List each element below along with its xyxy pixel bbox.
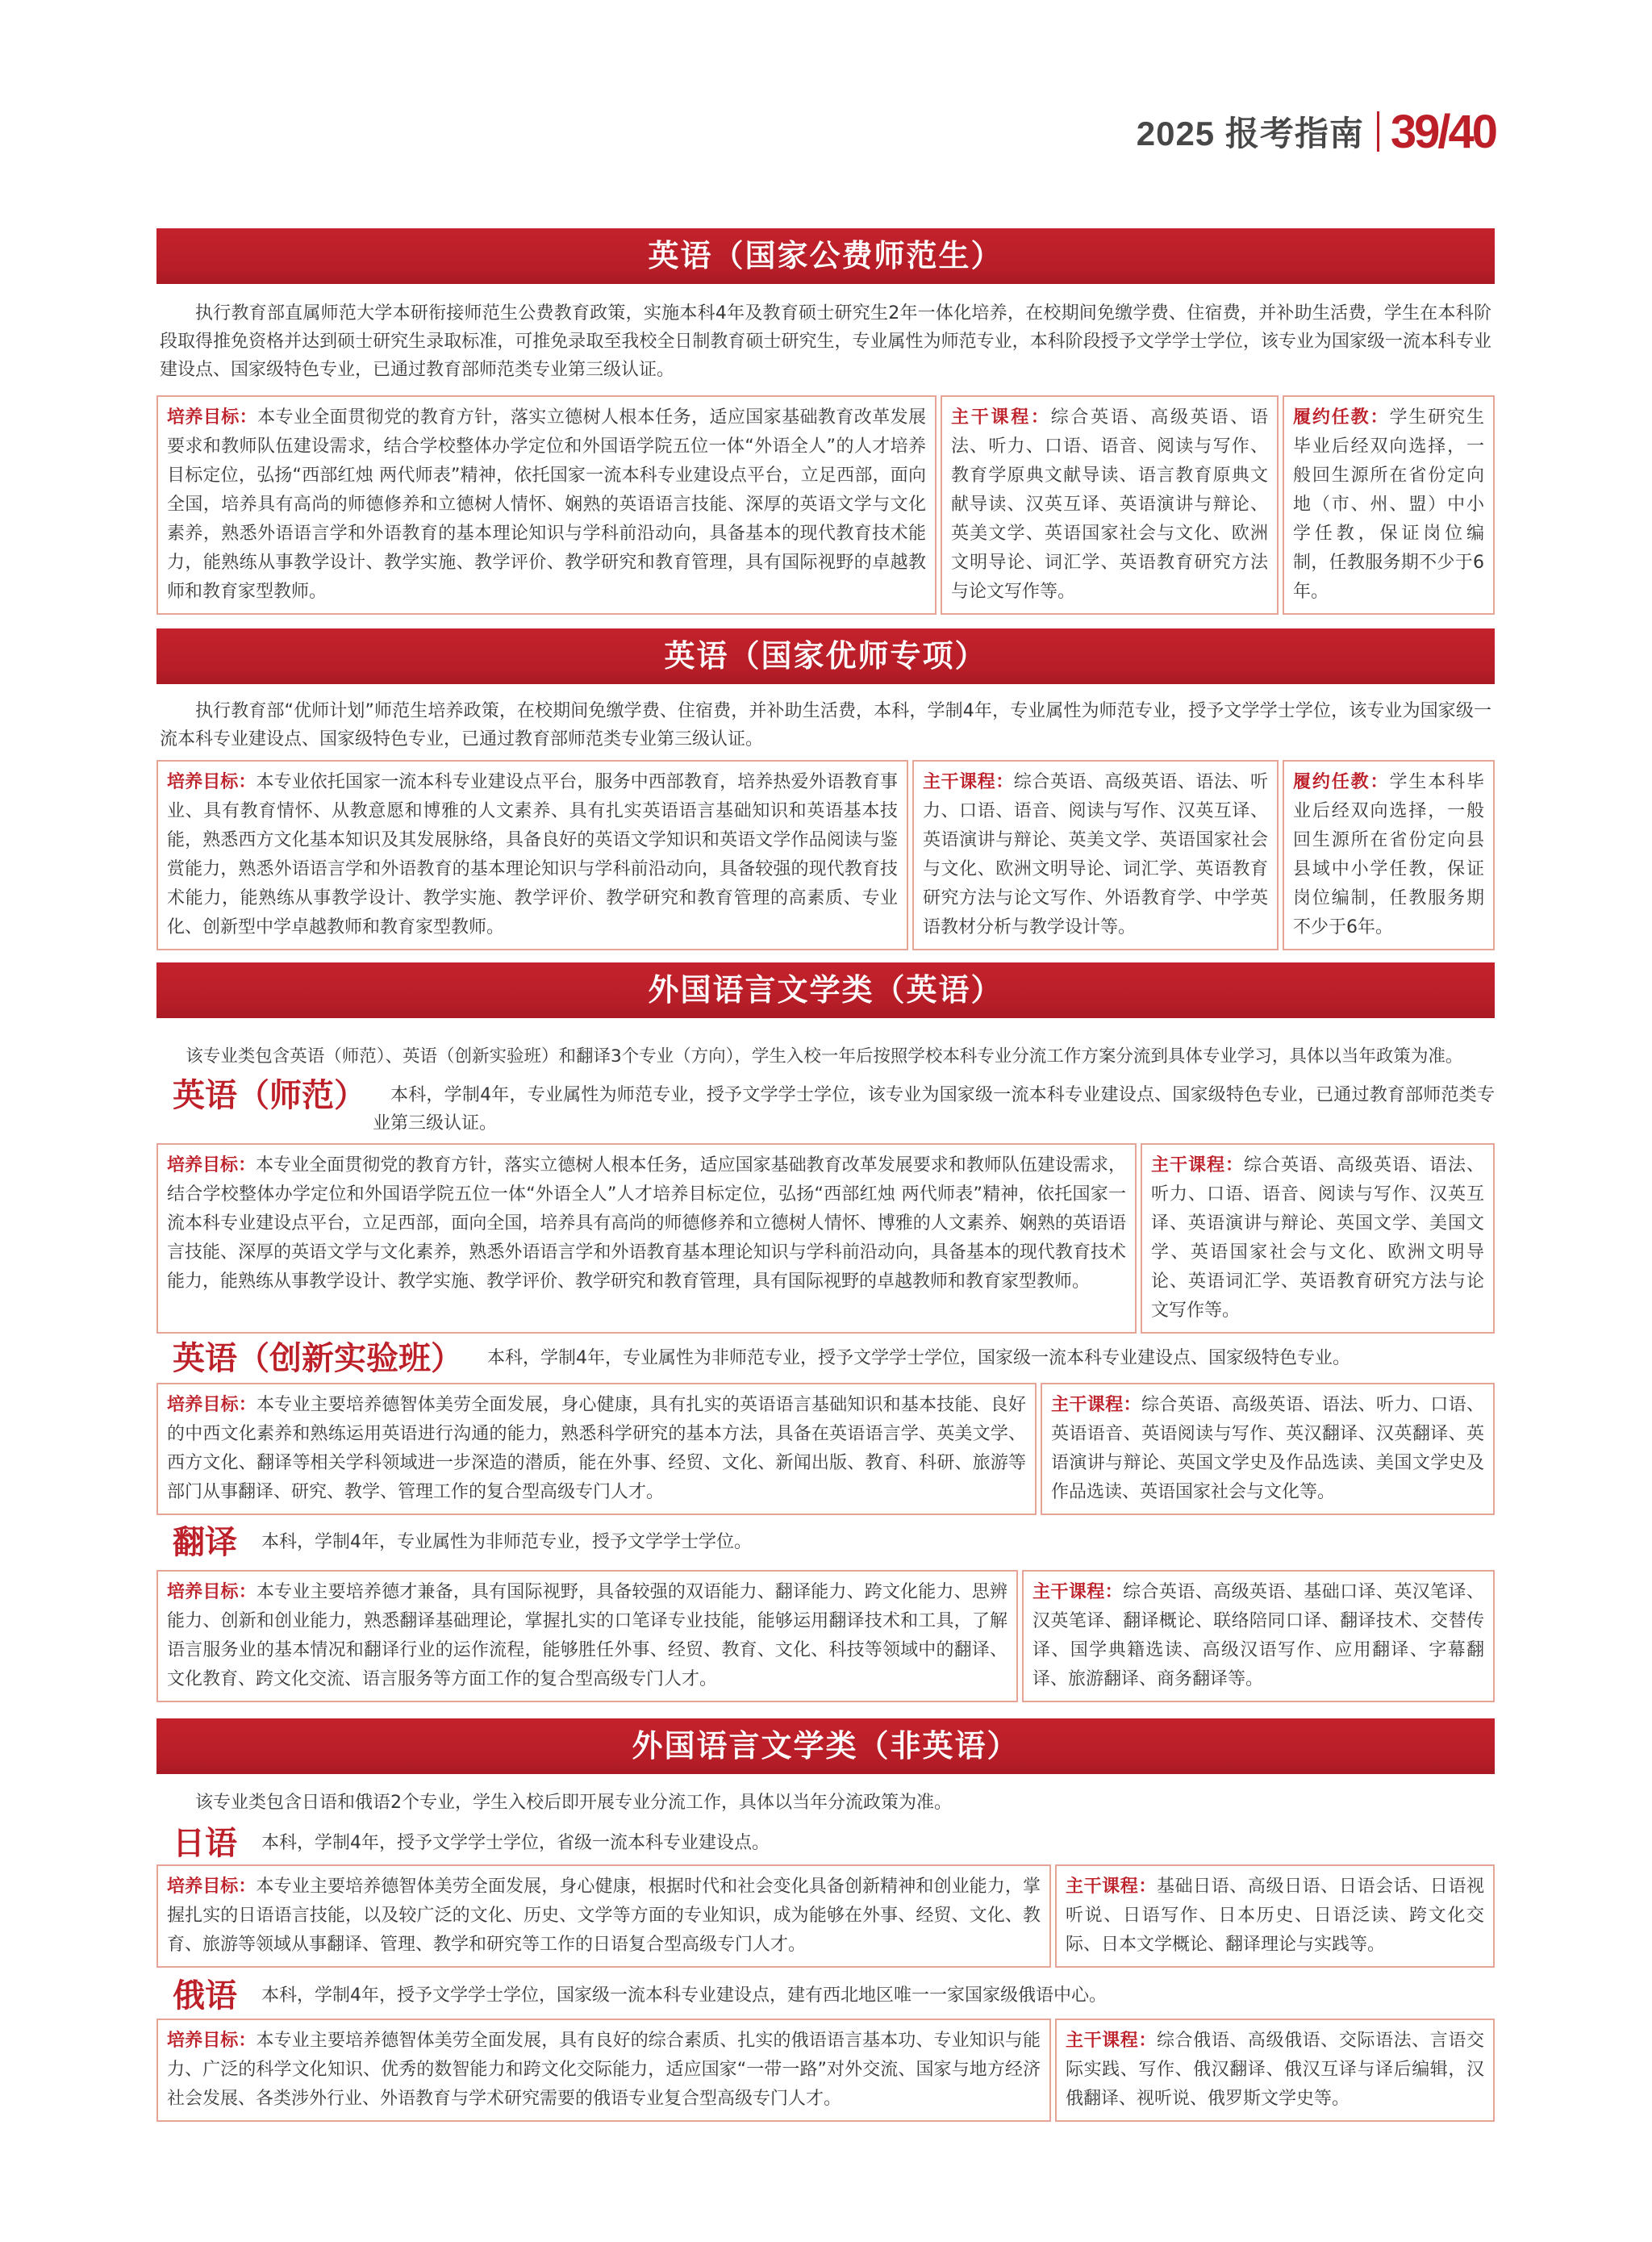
core-courses-label: 主干课程： bbox=[1151, 1155, 1244, 1175]
core-courses-label: 主干课程： bbox=[951, 407, 1051, 428]
core-courses-label: 主干课程： bbox=[1066, 1877, 1157, 1897]
header-divider bbox=[1377, 111, 1379, 152]
major-name: 翻译 bbox=[173, 1524, 237, 1561]
program-detail-row bbox=[156, 760, 1495, 950]
major-heading-russian bbox=[156, 1976, 1495, 2016]
page-number: 39/40 bbox=[1390, 105, 1496, 158]
major-description: 本科，学制4年，专业属性为师范专业，授予文学学士学位，该专业为国家级一流本科专业建设点、国家级特色专业，已通过教育部师范类专业第三级认证。 bbox=[373, 1085, 1495, 1134]
major-name: 俄语 bbox=[173, 1977, 237, 2014]
major-description: 本科，学制4年，专业属性为非师范专业，授予文学学士学位，国家级一流本科专业建设点、国家级特色专业。 bbox=[487, 1348, 1351, 1368]
training-goal-text: 本专业主要培养德智体美劳全面发展，身心健康，具有扎实的英语语言基础知识和基本技能、良好的中西文化素养和熟练运用英语进行沟通的能力，熟悉科学研究的基本方法，具备在英语语言学、英美文学、西方文化、翻译等相关学科领域进一步深造的潜质，能在外事、经贸、文化、新闻出版、教育、科研、旅游等部门从事翻译、研究、教学、管理工作的复合型高级专门人才。 bbox=[167, 1395, 1026, 1502]
major-description: 本科，学制4年，授予文学学士学位，省级一流本科专业建设点。 bbox=[261, 1833, 770, 1853]
section-title-english-excellent-teacher: 英语（国家优师专项） bbox=[156, 628, 1495, 684]
major-heading-japanese bbox=[156, 1823, 1495, 1864]
major-heading-english-teacher bbox=[156, 1075, 1495, 1138]
training-goal-text: 本专业主要培养德智体美劳全面发展，具有良好的综合素质、扎实的俄语语言基本功、专业知识与能力、广泛的科学文化知识、优秀的数智能力和跨文化交际能力，适应国家“一带一路”对外交流、国家与地方经济社会发展、各类涉外行业、外语教育与学术研究需要的俄语专业复合型高级专门人才。 bbox=[167, 2031, 1041, 2109]
section-intro: 该专业类包含日语和俄语2个专业，学生入校后即开展专业分流工作，具体以当年分流政策为准。 bbox=[195, 1793, 953, 1813]
training-goal-label: 培养目标： bbox=[167, 1155, 257, 1175]
core-courses-label: 主干课程： bbox=[1066, 2031, 1157, 2051]
training-goal-label: 培养目标： bbox=[167, 407, 258, 428]
training-goal-box bbox=[156, 2019, 1051, 2122]
program-detail-row bbox=[156, 1383, 1495, 1515]
training-goal-label: 培养目标： bbox=[167, 1582, 257, 1602]
core-courses-text: 综合英语、高级英语、语法、听力、口语、语音、阅读与写作、汉英互译、英语演讲与辩论、英美文学、英语国家社会与文化、欧洲文明导论、词汇学、英语教育研究方法与论文写作、外语教育学、中学英语教材分析与教学设计等。 bbox=[923, 772, 1268, 937]
major-description: 本科，学制4年，授予文学学士学位，国家级一流本科专业建设点，建有西北地区唯一一家国家级俄语中心。 bbox=[261, 1985, 1108, 2006]
training-goal-box bbox=[156, 1383, 1037, 1515]
core-courses-text: 基础日语、高级日语、日语会话、日语视听说、日语写作、日本历史、日语泛读、跨文化交际、日本文学概论、翻译理论与实践等。 bbox=[1066, 1877, 1484, 1955]
training-goal-text: 本专业依托国家一流本科专业建设点平台，服务中西部教育，培养热爱外语教育事业、具有教育情怀、从教意愿和博雅的人文素养、具有扎实英语语言基础知识和英语基本技能，熟悉西方文化基本知识及其发展脉络，具备良好的英语文学知识和英语文学作品阅读与鉴赏能力，熟悉外语语言学和外语教育的基本理论知识与学科前沿动向，具备较强的现代教育技术能力，能熟练从事教学设计、教学实施、教学评价、教学研究和教育管理的高素质、专业化、创新型中学卓越教师和教育家型教师。 bbox=[167, 772, 898, 937]
training-goal-text: 本专业全面贯彻党的教育方针，落实立德树人根本任务，适应国家基础教育改革发展要求和教师队伍建设需求，结合学校整体办学定位和外国语学院五位一体“外语全人”人才培养目标定位，弘扬“西部红烛 两代师表”精神，依托国家一流本科专业建设点平台，立足西部，面向全国，培养具有高尚的师德修养和立德树人情怀、博雅的人文素养、娴熟的英语语言技能、深厚的英语文学与文化素养，熟悉外语语言学和外语教育基本理论知识与学科前沿动向，具备基本的现代教育技术能力，能熟练从事教学设计、教学实施、教学评价、教学研究和教育管理，具有国际视野的卓越教师和教育家型教师。 bbox=[167, 1155, 1126, 1292]
core-courses-box bbox=[941, 395, 1279, 615]
core-courses-text: 综合英语、高级英语、基础口译、英汉笔译、汉英笔译、翻译概论、联络陪同口译、翻译技术、交替传译、国学典籍选读、高级汉语写作、应用翻译、字幕翻译、旅游翻译、商务翻译等。 bbox=[1032, 1582, 1484, 1689]
training-goal-label: 培养目标： bbox=[167, 2031, 257, 2051]
major-heading-translation bbox=[156, 1522, 1495, 1563]
page-header bbox=[1137, 106, 1496, 157]
program-detail-row bbox=[156, 1864, 1495, 1968]
training-goal-box bbox=[156, 1864, 1051, 1968]
training-goal-box bbox=[156, 760, 908, 950]
section-title-foreign-lit-english: 外国语言文学类（英语） bbox=[156, 962, 1495, 1018]
program-detail-row bbox=[156, 395, 1495, 615]
training-goal-text: 本专业全面贯彻党的教育方针，落实立德树人根本任务，适应国家基础教育改革发展要求和教师队伍建设需求，结合学校整体办学定位和外国语学院五位一体“外语全人”的人才培养目标定位，弘扬“西部红烛 两代师表”精神，依托国家一流本科专业建设点平台，立足西部，面向全国，培养具有高尚的师德修养和立德树人情怀、娴熟的英语语言技能、深厚的英语文学与文化素养，熟悉外语语言学和外语教育的基本理论知识与学科前沿动向，具备基本的现代教育技术能力，能熟练从事教学设计、教学实施、教学评价、教学研究和教育管理，具有国际视野的卓越教师和教育家型教师。 bbox=[167, 407, 926, 602]
core-courses-box bbox=[1022, 1570, 1495, 1702]
service-obligation-text: 学生本科毕业后经双向选择，一般回生源所在省份定向县县域中小学任教，保证岗位编制，任教服务期不少于6年。 bbox=[1293, 772, 1484, 937]
major-description: 本科，学制4年，专业属性为非师范专业，授予文学学士学位。 bbox=[261, 1532, 752, 1552]
core-courses-label: 主干课程： bbox=[1051, 1395, 1141, 1415]
core-courses-box bbox=[1055, 1864, 1495, 1968]
section-title-english-public-funded: 英语（国家公费师范生） bbox=[156, 228, 1495, 284]
core-courses-box bbox=[1041, 1383, 1495, 1515]
section-title-foreign-lit-non-english: 外国语言文学类（非英语） bbox=[156, 1718, 1495, 1774]
major-heading-english-innovation bbox=[156, 1338, 1495, 1379]
service-obligation-text: 学生研究生毕业后经双向选择，一般回生源所在省份定向地（市、州、盟）中小学任教，保证岗位编制，任教服务期不少于6年。 bbox=[1293, 407, 1484, 602]
section-intro: 执行教育部直属师范大学本研衔接师范生公费教育政策，实施本科4年及教育硕士研究生2年一体化培养，在校期间免缴学费、住宿费，并补助生活费，学生在本科阶段取得推免资格并达到硕士研究生录取标准，可推免录取至我校全日制教育硕士研究生，专业属性为师范专业，本科阶段授予文学学士学位，该专业为国家级一流本科专业建设点、国家级特色专业，已通过教育部师范类专业第三级认证。 bbox=[160, 303, 1491, 380]
training-goal-label: 培养目标： bbox=[167, 772, 257, 792]
training-goal-box bbox=[156, 395, 937, 615]
training-goal-text: 本专业主要培养德才兼备，具有国际视野，具备较强的双语能力、翻译能力、跨文化能力、思辨能力、创新和创业能力，熟悉翻译基础理论，掌握扎实的口笔译专业技能，能够运用翻译技术和工具，了解语言服务业的基本情况和翻译行业的运作流程，能够胜任外事、经贸、教育、文化、科技等领域中的翻译、文化教育、跨文化交流、语言服务等方面工作的复合型高级专门人才。 bbox=[167, 1582, 1007, 1689]
training-goal-label: 培养目标： bbox=[167, 1877, 257, 1897]
major-name: 英语（师范） bbox=[173, 1077, 366, 1114]
training-goal-box bbox=[156, 1143, 1137, 1334]
core-courses-label: 主干课程： bbox=[923, 772, 1014, 792]
training-goal-box bbox=[156, 1570, 1018, 1702]
core-courses-box bbox=[1055, 2019, 1495, 2122]
major-name: 日语 bbox=[173, 1825, 237, 1862]
service-obligation-box bbox=[1283, 760, 1495, 950]
core-courses-text: 综合英语、高级英语、语法、听力、口语、英语语音、英语阅读与写作、英汉翻译、汉英翻译、英语演讲与辩论、英国文学史及作品选读、美国文学史及作品选读、英语国家社会与文化等。 bbox=[1051, 1395, 1484, 1502]
core-courses-text: 综合英语、高级英语、语法、听力、口语、语音、阅读与写作、汉英互译、英语演讲与辩论、英国文学、美国文学、英语国家社会与文化、欧洲文明导论、英语词汇学、英语教育研究方法与论文写作等。 bbox=[1151, 1155, 1484, 1321]
major-name: 英语（创新实验班） bbox=[173, 1340, 463, 1377]
program-detail-row bbox=[156, 2019, 1495, 2122]
core-courses-box bbox=[1141, 1143, 1495, 1334]
service-obligation-label: 履约任教： bbox=[1293, 407, 1390, 428]
service-obligation-box bbox=[1283, 395, 1495, 615]
training-goal-label: 培养目标： bbox=[167, 1395, 257, 1415]
core-courses-text: 综合俄语、高级俄语、交际语法、言语交际实践、写作、俄汉翻译、俄汉互译与译后编辑，汉俄翻译、视听说、俄罗斯文学史等。 bbox=[1066, 2031, 1484, 2109]
core-courses-text: 综合英语、高级英语、语法、听力、口语、语音、阅读与写作、教育学原典文献导读、语言教育原典文献导读、汉英互译、英语演讲与辩论、英美文学、英语国家社会与文化、欧洲文明导论、词汇学、英语教育研究方法与论文写作等。 bbox=[951, 407, 1268, 602]
section-intro: 执行教育部“优师计划”师范生培养政策，在校期间免缴学费、住宿费，并补助生活费，本科，学制4年，专业属性为师范专业，授予文学学士学位，该专业为国家级一流本科专业建设点、国家级特色专业，已通过教育部师范类专业第三级认证。 bbox=[160, 701, 1491, 749]
program-detail-row bbox=[156, 1570, 1495, 1702]
guide-title: 2025 报考指南 bbox=[1136, 115, 1364, 152]
service-obligation-label: 履约任教： bbox=[1293, 772, 1390, 792]
core-courses-box bbox=[912, 760, 1279, 950]
page-content bbox=[156, 228, 1495, 2122]
program-detail-row bbox=[156, 1143, 1495, 1334]
core-courses-label: 主干课程： bbox=[1032, 1582, 1124, 1602]
training-goal-text: 本专业主要培养德智体美劳全面发展，身心健康，根据时代和社会变化具备创新精神和创业能力，掌握扎实的日语语言技能，以及较广泛的文化、历史、文学等方面的专业知识，成为能够在外事、经贸、文化、教育、旅游等领域从事翻译、管理、教学和研究等工作的日语复合型高级专门人才。 bbox=[167, 1877, 1041, 1955]
section-intro: 该专业类包含英语（师范）、英语（创新实验班）和翻译3个专业（方向），学生入校一年后按照学校本科专业分流工作方案分流到具体专业学习，具体以当年政策为准。 bbox=[186, 1046, 1463, 1067]
